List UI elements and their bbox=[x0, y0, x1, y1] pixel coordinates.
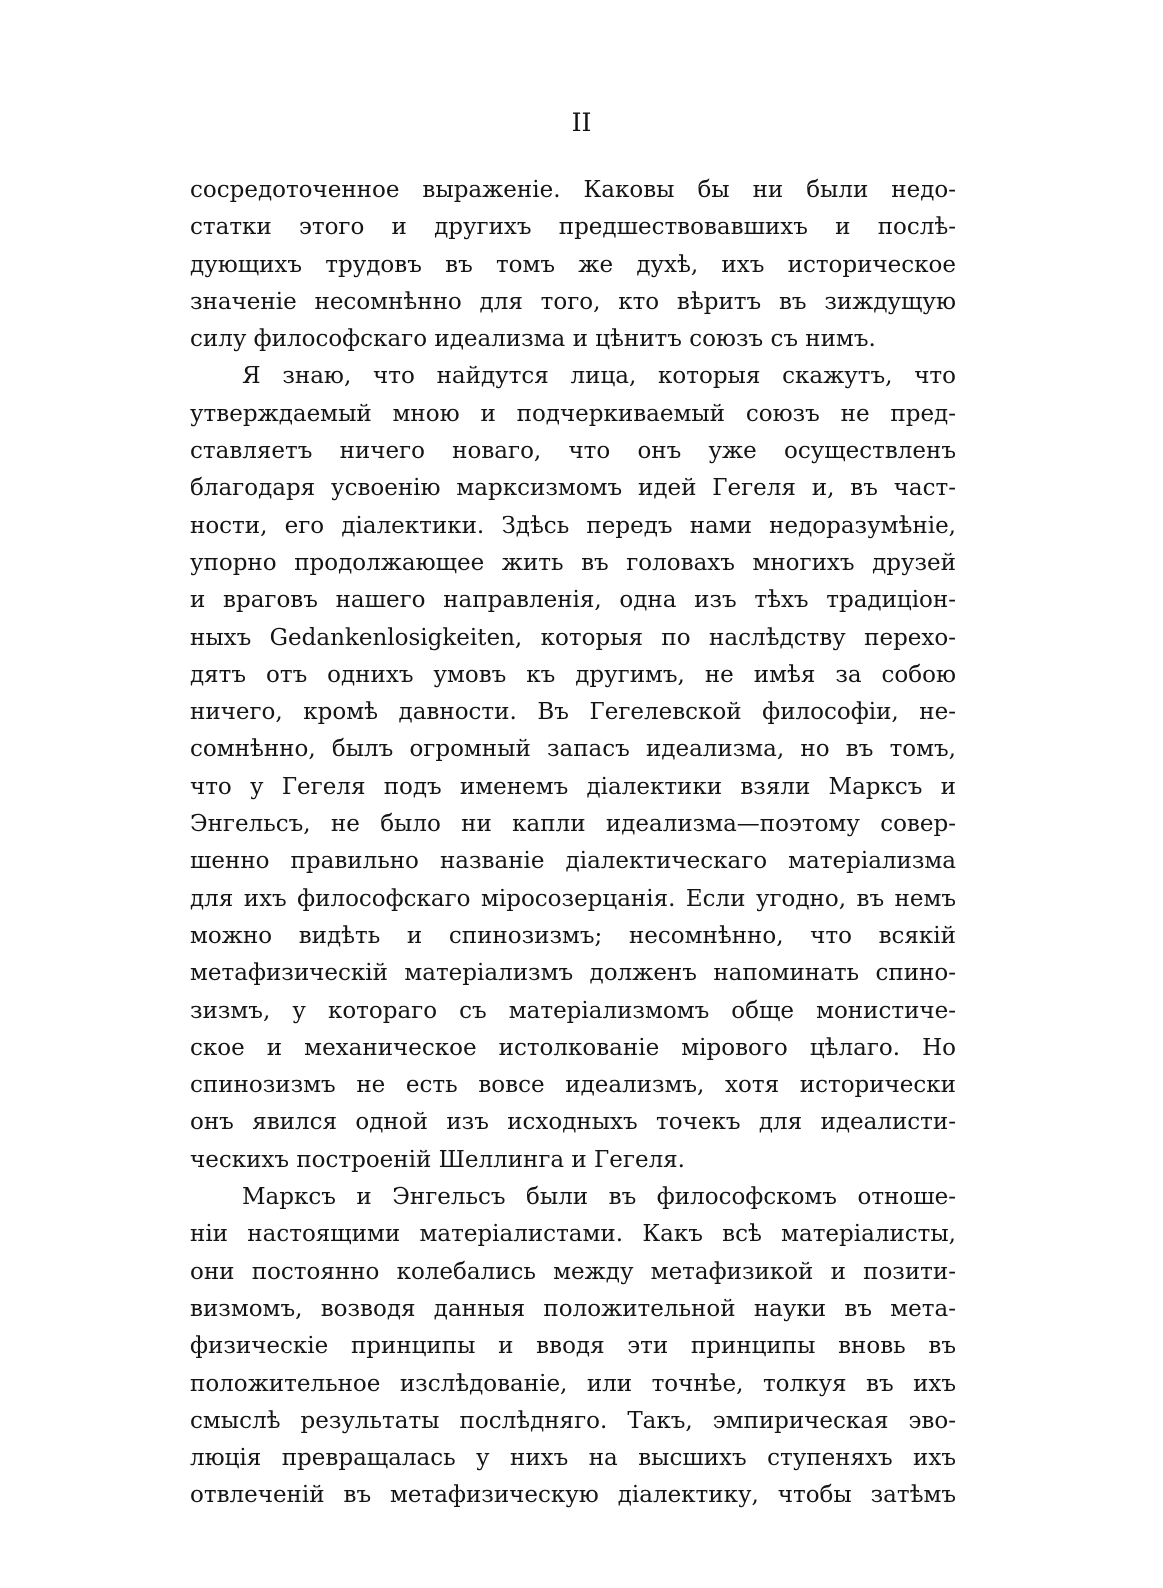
text-line: отвлеченій въ метафизическую діалектику, чтобы затѣмъ bbox=[190, 1482, 956, 1509]
text-line: ніи настоящими матеріалистами. Какъ всѣ матеріалисты, bbox=[190, 1221, 956, 1248]
text-line: и враговъ нашего направленія, одна изъ тѣхъ традиціон- bbox=[190, 587, 956, 614]
text-line: силу философскаго идеализма и цѣнитъ союзъ съ нимъ. bbox=[190, 326, 876, 353]
text-line: положительное изслѣдованіе, или точнѣе, толкуя въ ихъ bbox=[190, 1370, 956, 1397]
text-line: спинозизмъ не есть вовсе идеализмъ, хотя исторически bbox=[190, 1072, 956, 1099]
text-line: физическіе принципы и вводя эти принципы вновь въ bbox=[190, 1333, 956, 1360]
text-line: ческихъ построеній Шеллинга и Гегеля. bbox=[190, 1146, 685, 1173]
page-number: II bbox=[571, 108, 592, 137]
text-line: шенно правильно названіе діалектическаго матеріализма bbox=[190, 848, 956, 875]
text-line: дующихъ трудовъ въ томъ же духѣ, ихъ историческое bbox=[190, 251, 956, 278]
paragraph-first-line: Марксъ и Энгельсъ были въ философскомъ отноше- bbox=[242, 1184, 956, 1211]
text-line: ставляетъ ничего новаго, что онъ уже осуществленъ bbox=[190, 438, 956, 465]
text-line: зизмъ, у котораго съ матеріализмомъ обще монистиче- bbox=[190, 997, 956, 1024]
text-line: ничего, кромѣ давности. Въ Гегелевской философіи, не- bbox=[190, 699, 956, 726]
text-line: сосредоточенное выраженіе. Каковы бы ни были недо- bbox=[190, 177, 956, 203]
paragraph-first-line: Я знаю, что найдутся лица, которыя скажутъ, что bbox=[242, 363, 956, 390]
text-line: сомнѣнно, былъ огромный запасъ идеализма, но въ томъ, bbox=[190, 736, 956, 763]
text-line: смыслѣ результаты послѣдняго. Такъ, эмпирическая эво- bbox=[190, 1407, 956, 1434]
text-line: можно видѣть и спинозизмъ; несомнѣнно, что всякій bbox=[190, 922, 956, 949]
text-line: статки этого и другихъ предшествовавшихъ и послѣ- bbox=[190, 214, 956, 241]
text-line: ское и механическое истолкованіе мірового цѣлаго. Но bbox=[190, 1034, 956, 1061]
text-line: для ихъ философскаго міросозерцанія. Если угодно, въ немъ bbox=[190, 885, 956, 912]
text-line: онъ явился одной изъ исходныхъ точекъ для идеалисти- bbox=[190, 1109, 956, 1136]
text-line: упорно продолжающее жить въ головахъ многихъ друзей bbox=[190, 549, 956, 576]
text-line: что у Гегеля подъ именемъ діалектики взяли Марксъ и bbox=[190, 773, 956, 800]
text-line: они постоянно колебались между метафизикой и позити- bbox=[190, 1258, 956, 1285]
text-line: метафизическій матеріализмъ долженъ напоминать спино- bbox=[190, 960, 956, 987]
text-line: люція превращалась у нихъ на высшихъ ступеняхъ ихъ bbox=[190, 1445, 956, 1472]
text-line: значеніе несомнѣнно для того, кто вѣритъ въ зиждущую bbox=[190, 288, 956, 315]
text-line: ныхъ Gedankenlosigkeiten, которыя по наслѣдству перехо- bbox=[190, 624, 956, 651]
text-line: утверждаемый мною и подчеркиваемый союзъ не пред- bbox=[190, 400, 956, 427]
document-text-body bbox=[190, 172, 956, 1515]
text-line: благодаря усвоенію марксизмомъ идей Гегеля и, въ част- bbox=[190, 475, 956, 502]
text-line: дятъ отъ однихъ умовъ къ другимъ, не имѣя за собою bbox=[190, 661, 956, 688]
text-line: визмомъ, возводя данныя положительной науки въ мета- bbox=[190, 1295, 956, 1322]
text-line: Энгельсъ, не было ни капли идеализма—поэтому совер- bbox=[190, 811, 956, 838]
text-line: ности, его діалектики. Здѣсь передъ нами недоразумѣніе, bbox=[190, 512, 956, 539]
